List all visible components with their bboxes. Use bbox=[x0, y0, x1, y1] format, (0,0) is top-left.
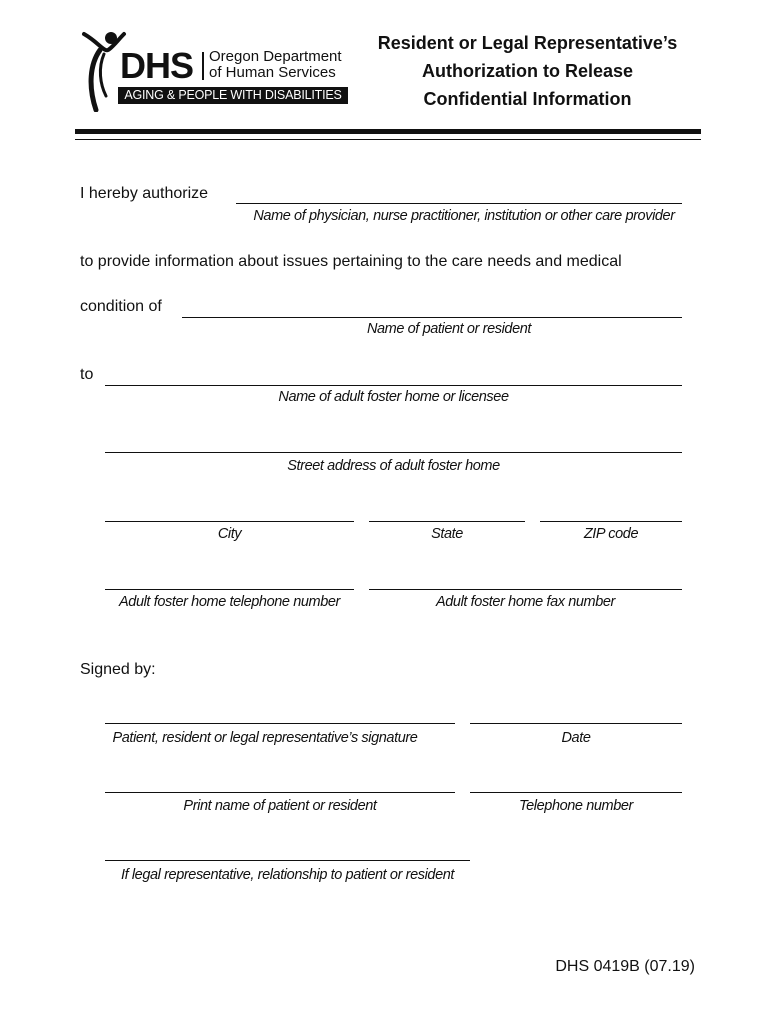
logo-department bbox=[209, 49, 342, 81]
to-label: to bbox=[80, 366, 94, 383]
header-rule-thin bbox=[75, 139, 701, 140]
logo-banner: AGING & PEOPLE WITH DISABILITIES bbox=[118, 87, 348, 104]
relationship-field[interactable] bbox=[105, 860, 470, 861]
page-title bbox=[350, 29, 705, 113]
address-caption: Street address of adult foster home bbox=[287, 458, 500, 474]
city-caption: City bbox=[217, 526, 242, 542]
state-caption: State bbox=[431, 526, 463, 542]
form-number: DHS 0419B (07.19) bbox=[555, 958, 695, 975]
logo-dept-line2: of Human Services bbox=[209, 64, 336, 81]
title-line2: Authorization to Release bbox=[421, 61, 634, 81]
provide-info-text: to provide information about issues pertaining to the care needs and medical bbox=[80, 253, 622, 270]
print-name-caption: Print name of patient or resident bbox=[183, 798, 377, 814]
home-caption: Name of adult foster home or licensee bbox=[278, 389, 509, 405]
relationship-caption: If legal representative, relationship to patient or resident bbox=[120, 867, 455, 883]
date-caption: Date bbox=[561, 730, 591, 746]
fax-caption: Adult foster home fax number bbox=[435, 594, 615, 610]
street-address-field[interactable] bbox=[105, 452, 682, 453]
provider-caption: Name of physician, nurse practitioner, institution or other care provider bbox=[253, 208, 675, 224]
telephone-caption: Telephone number bbox=[519, 798, 633, 814]
patient-name-field[interactable] bbox=[182, 317, 682, 318]
telephone-field[interactable] bbox=[470, 792, 682, 793]
home-phone-field[interactable] bbox=[105, 589, 354, 590]
authorize-label: I hereby authorize bbox=[80, 185, 209, 202]
zip-field[interactable] bbox=[540, 521, 682, 522]
phone-caption: Adult foster home telephone number bbox=[119, 594, 340, 610]
print-name-field[interactable] bbox=[105, 792, 455, 793]
home-fax-field[interactable] bbox=[369, 589, 682, 590]
patient-caption: Name of patient or resident bbox=[366, 321, 532, 337]
header-rule-thick bbox=[75, 129, 701, 134]
logo-abbr: DHS bbox=[120, 45, 194, 86]
foster-home-name-field[interactable] bbox=[105, 385, 682, 386]
signature-field[interactable] bbox=[105, 723, 455, 724]
logo-divider bbox=[202, 52, 204, 80]
date-field[interactable] bbox=[470, 723, 682, 724]
city-field[interactable] bbox=[105, 521, 354, 522]
state-field[interactable] bbox=[369, 521, 525, 522]
logo-dept-line1: Oregon Department bbox=[209, 48, 342, 65]
title-line3: Confidential Information bbox=[423, 89, 632, 109]
provider-name-field[interactable] bbox=[236, 203, 682, 204]
condition-label: condition of bbox=[80, 298, 162, 315]
signature-caption: Patient, resident or legal representative’s signature bbox=[112, 730, 418, 746]
title-line1: Resident or Legal Representative’s bbox=[377, 33, 678, 53]
zip-caption: ZIP code bbox=[583, 526, 639, 542]
signed-by-label: Signed by: bbox=[80, 661, 156, 678]
